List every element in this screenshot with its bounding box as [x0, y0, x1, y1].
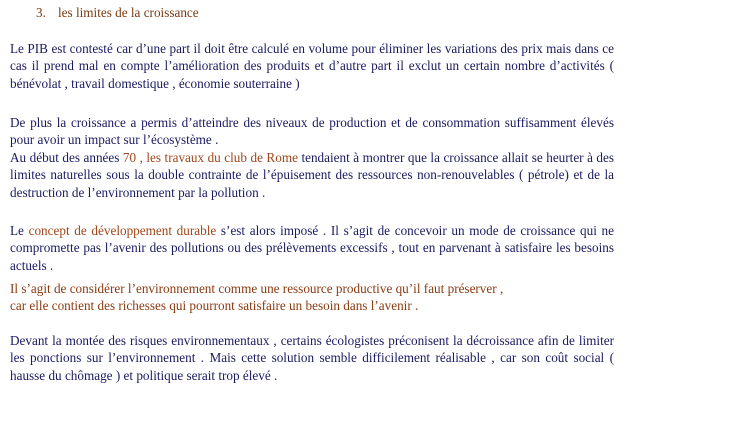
ressource-line-2: car elle contient des richesses qui pourront satisfaire un besoin dans l’avenir . — [10, 298, 419, 314]
club-rome-text-end: tendaient à montrer que la croissance allait se heurter à des limites naturelles sous la double contrainte de l’épuisement des ressources non-renouvelables ( pétrole) et de la destruction de l’environnement par la pollution . — [10, 150, 614, 200]
dev-durable-text-start: Le — [10, 223, 29, 238]
paragraph-ecosystem: De plus la croissance a permis d’atteindre des niveaux de production et de consommation suffisamment élevés pour avoir un impact sur l’écosystème . — [10, 115, 614, 148]
paragraph-developpement-durable — [10, 222, 614, 274]
section-number: 3. — [36, 5, 46, 20]
dev-durable-text-end: s’est alors imposé . Il s’agit de concevoir un mode de croissance qui ne compromette pas l’avenir des pollutions ou des prélèvements excessifs , tout en parvenant à satisfaire les besoins actuels . — [10, 223, 614, 273]
section-title: les limites de la croissance — [58, 5, 199, 20]
club-rome-text-start: Au début des années — [10, 150, 123, 165]
section-heading — [36, 4, 199, 21]
dev-durable-highlight: concept de développement durable — [28, 223, 217, 238]
club-rome-highlight: 70 , les travaux du club de Rome — [122, 150, 298, 165]
paragraph-ressource-productive — [10, 280, 614, 315]
paragraph-club-de-rome — [10, 149, 614, 201]
paragraph-pib: Le PIB est contesté car d’une part il doit être calculé en volume pour éliminer les variations des prix mais dans ce cas il prend mal en compte l’amélioration des produits et d’autre part il exclut un certain nombre d’activités ( bénévolat , travail domestique , économie souterraine ) — [10, 41, 614, 91]
paragraph-decroissance: Devant la montée des risques environnementaux , certains écologistes préconisent la décroissance afin de limiter les ponctions sur l’environnement . Mais cette solution semble difficilement réalisable , car son coût social ( hausse du chômage ) et politique serait trop élevé . — [10, 333, 614, 383]
ressource-line-1: Il s’agit de considérer l’environnement comme une ressource productive qu’il faut préserver , — [10, 281, 504, 296]
